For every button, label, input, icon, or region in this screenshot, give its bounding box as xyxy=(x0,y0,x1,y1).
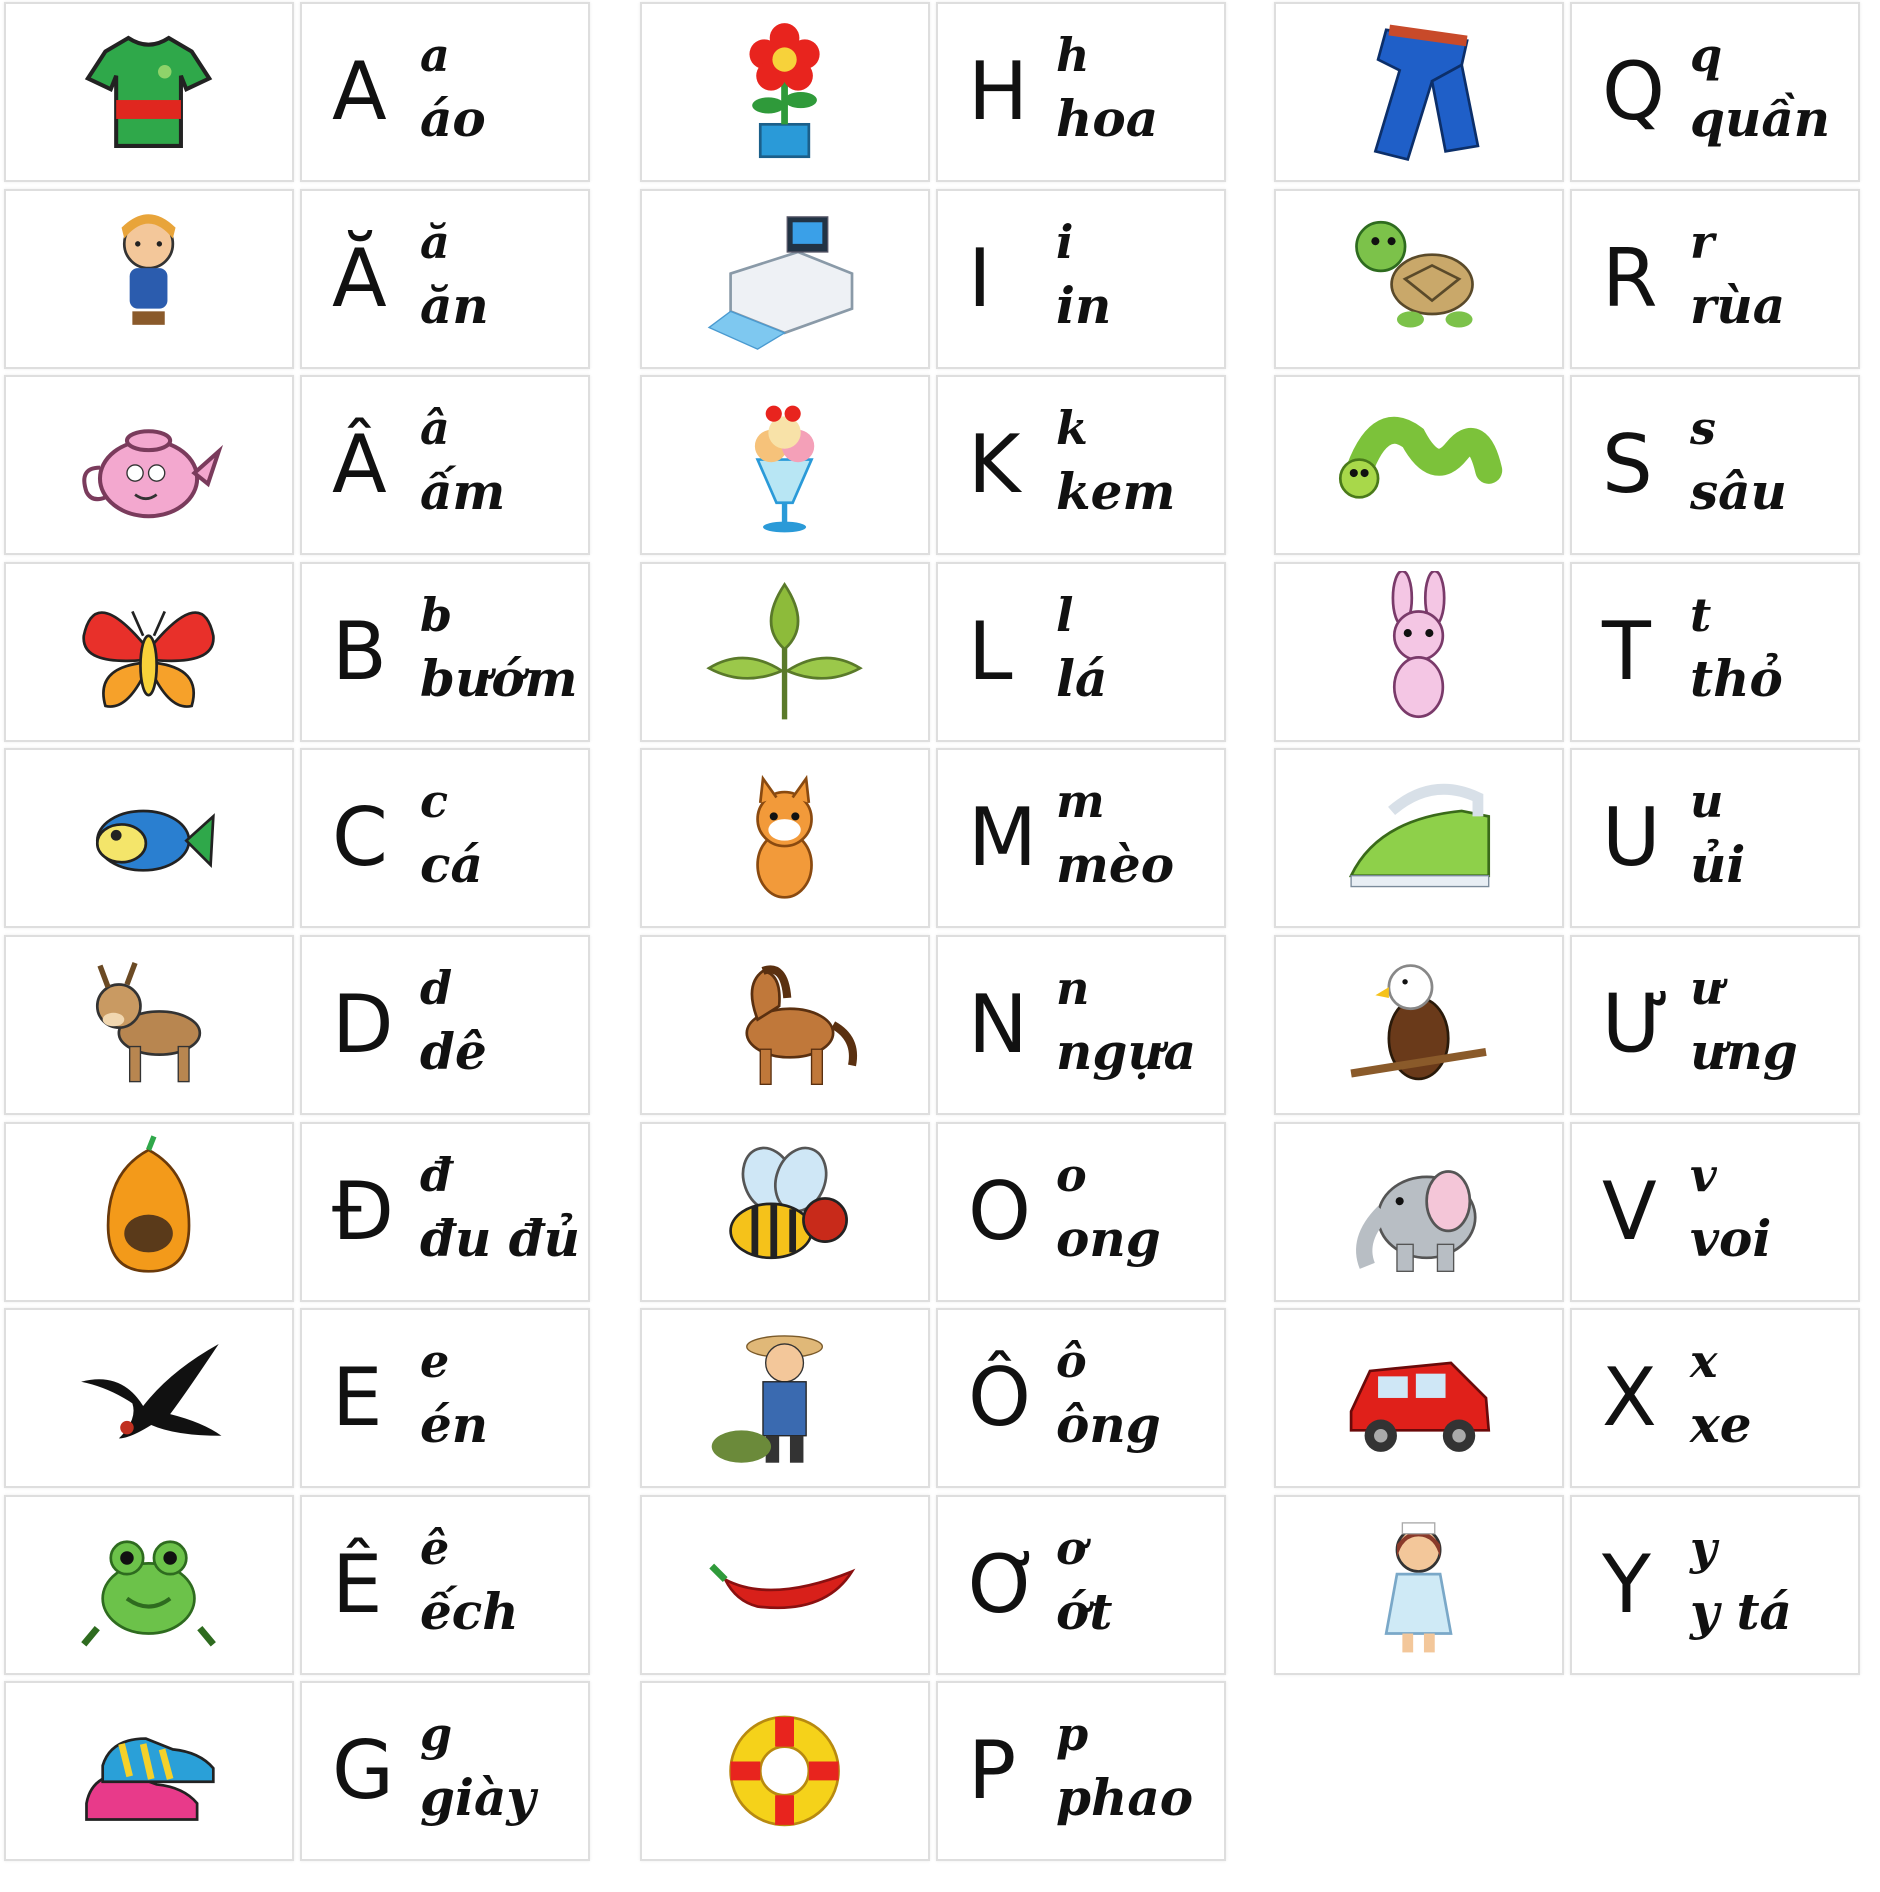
example-word: én xyxy=(420,1395,489,1454)
example-word: y tá xyxy=(1690,1582,1792,1641)
eagle-icon xyxy=(1287,944,1550,1106)
papaya-icon xyxy=(17,1131,280,1293)
teapot-icon xyxy=(17,384,280,546)
picture-card xyxy=(4,935,294,1115)
letter-card xyxy=(1570,2,1860,182)
letter-card xyxy=(300,1681,590,1861)
capital-letter: Q xyxy=(1602,45,1665,138)
capital-letter: Ô xyxy=(968,1351,1031,1444)
capital-letter: C xyxy=(332,791,388,884)
lowercase-letter: m xyxy=(1056,774,1105,828)
lowercase-letter: q xyxy=(1690,28,1723,82)
picture-card xyxy=(1274,1122,1564,1302)
picture-card xyxy=(1274,748,1564,928)
fish-icon xyxy=(17,757,280,919)
iron-icon xyxy=(1287,757,1550,919)
letter-card xyxy=(936,189,1226,369)
letter-card xyxy=(300,935,590,1115)
capital-letter: Ă xyxy=(332,232,387,325)
letter-card xyxy=(936,562,1226,742)
example-word: thỏ xyxy=(1690,649,1783,708)
lowercase-letter: ă xyxy=(420,215,450,269)
picture-card xyxy=(640,748,930,928)
leaf-icon xyxy=(653,571,916,733)
picture-card xyxy=(1274,189,1564,369)
lowercase-letter: t xyxy=(1690,588,1712,642)
nurse-icon xyxy=(1287,1504,1550,1666)
capital-letter: T xyxy=(1602,605,1651,698)
picture-card xyxy=(4,748,294,928)
letter-card xyxy=(1570,562,1860,742)
picture-card xyxy=(640,1681,930,1861)
example-word: ớt xyxy=(1056,1582,1113,1641)
capital-letter: G xyxy=(332,1724,394,1817)
lowercase-letter: s xyxy=(1690,401,1716,455)
capital-letter: U xyxy=(1602,791,1661,884)
capital-letter: Â xyxy=(332,418,387,511)
ice-cream-icon xyxy=(653,384,916,546)
picture-card xyxy=(1274,935,1564,1115)
capital-letter: M xyxy=(968,791,1038,884)
lowercase-letter: g xyxy=(420,1707,453,1761)
capital-letter: X xyxy=(1602,1351,1657,1444)
example-word: cá xyxy=(420,835,483,894)
example-word: ong xyxy=(1056,1209,1161,1268)
lowercase-letter: o xyxy=(1056,1148,1087,1202)
letter-card xyxy=(936,748,1226,928)
lowercase-letter: k xyxy=(1056,401,1088,455)
lowercase-letter: ư xyxy=(1690,961,1724,1015)
example-word: ăn xyxy=(420,276,489,335)
letter-card xyxy=(300,2,590,182)
lowercase-letter: l xyxy=(1056,588,1074,642)
picture-card xyxy=(640,1495,930,1675)
picture-card xyxy=(4,189,294,369)
flower-icon xyxy=(653,11,916,173)
example-word: xe xyxy=(1690,1395,1752,1454)
capital-letter: Đ xyxy=(332,1165,394,1258)
letter-card xyxy=(300,748,590,928)
lifebuoy-icon xyxy=(653,1690,916,1852)
picture-card xyxy=(1274,1495,1564,1675)
capital-letter: V xyxy=(1602,1165,1657,1258)
picture-card xyxy=(640,375,930,555)
letter-card xyxy=(936,1681,1226,1861)
letter-card xyxy=(1570,1308,1860,1488)
butterfly-icon xyxy=(17,571,280,733)
example-word: ông xyxy=(1056,1395,1161,1454)
picture-card xyxy=(1274,2,1564,182)
shoes-icon xyxy=(17,1690,280,1852)
capital-letter: N xyxy=(968,978,1028,1071)
example-word: ấm xyxy=(420,462,506,521)
chili-icon xyxy=(653,1504,916,1666)
rabbit-icon xyxy=(1287,571,1550,733)
frog-icon xyxy=(17,1504,280,1666)
picture-card xyxy=(640,189,930,369)
picture-card xyxy=(4,1122,294,1302)
example-word: kem xyxy=(1056,462,1176,521)
lowercase-letter: ơ xyxy=(1056,1521,1087,1575)
letter-card xyxy=(1570,189,1860,369)
car-icon xyxy=(1287,1317,1550,1479)
capital-letter: S xyxy=(1602,418,1653,511)
letter-card xyxy=(936,935,1226,1115)
example-word: bướm xyxy=(420,649,578,708)
picture-card xyxy=(1274,375,1564,555)
example-word: phao xyxy=(1056,1768,1194,1827)
letter-card xyxy=(300,562,590,742)
example-word: voi xyxy=(1690,1209,1772,1268)
capital-letter: L xyxy=(968,605,1013,698)
grandpa-icon xyxy=(653,1317,916,1479)
girl-eating-icon xyxy=(17,198,280,360)
capital-letter: Ư xyxy=(1602,978,1671,1071)
lowercase-letter: n xyxy=(1056,961,1090,1015)
lowercase-letter: e xyxy=(420,1334,450,1388)
lowercase-letter: ê xyxy=(420,1521,450,1575)
printer-icon xyxy=(653,198,916,360)
letter-card xyxy=(300,189,590,369)
trousers-icon xyxy=(1287,11,1550,173)
letter-card xyxy=(1570,748,1860,928)
example-word: ưng xyxy=(1690,1022,1798,1081)
example-word: quần xyxy=(1690,89,1831,148)
example-word: in xyxy=(1056,276,1112,335)
capital-letter: Ơ xyxy=(968,1538,1042,1631)
picture-card xyxy=(640,2,930,182)
capital-letter: E xyxy=(332,1351,383,1444)
lowercase-letter: x xyxy=(1690,1334,1718,1388)
capital-letter: Ê xyxy=(332,1538,383,1631)
capital-letter: A xyxy=(332,45,387,138)
example-word: rùa xyxy=(1690,276,1786,335)
letter-card xyxy=(1570,1122,1860,1302)
example-word: ủi xyxy=(1690,835,1746,894)
lowercase-letter: u xyxy=(1690,774,1724,828)
lowercase-letter: â xyxy=(420,401,450,455)
turtle-icon xyxy=(1287,198,1550,360)
letter-card xyxy=(300,1122,590,1302)
example-word: dê xyxy=(420,1022,487,1081)
lowercase-letter: y xyxy=(1690,1521,1717,1575)
lowercase-letter: i xyxy=(1056,215,1074,269)
example-word: giày xyxy=(420,1768,536,1827)
example-word: hoa xyxy=(1056,89,1159,148)
capital-letter: K xyxy=(968,418,1021,511)
caterpillar-icon xyxy=(1287,384,1550,546)
picture-card xyxy=(4,375,294,555)
lowercase-letter: r xyxy=(1690,215,1715,269)
lowercase-letter: c xyxy=(420,774,449,828)
picture-card xyxy=(4,1681,294,1861)
lowercase-letter: a xyxy=(420,28,450,82)
example-word: lá xyxy=(1056,649,1108,708)
horse-icon xyxy=(653,944,916,1106)
goat-icon xyxy=(17,944,280,1106)
letter-card xyxy=(1570,935,1860,1115)
letter-card xyxy=(936,375,1226,555)
picture-card xyxy=(640,562,930,742)
lowercase-letter: b xyxy=(420,588,453,642)
letter-card xyxy=(936,1122,1226,1302)
bee-icon xyxy=(653,1131,916,1293)
letter-card xyxy=(1570,1495,1860,1675)
lowercase-letter: ô xyxy=(1056,1334,1087,1388)
example-word: đu đủ xyxy=(420,1209,581,1268)
letter-card xyxy=(1570,375,1860,555)
lowercase-letter: đ xyxy=(420,1148,453,1202)
example-word: sâu xyxy=(1690,462,1787,521)
lowercase-letter: h xyxy=(1056,28,1090,82)
picture-card xyxy=(640,1122,930,1302)
capital-letter: O xyxy=(968,1165,1031,1258)
letter-card xyxy=(300,375,590,555)
capital-letter: R xyxy=(1602,232,1658,325)
picture-card xyxy=(4,1495,294,1675)
picture-card xyxy=(4,562,294,742)
capital-letter: H xyxy=(968,45,1029,138)
swallow-icon xyxy=(17,1317,280,1479)
letter-card xyxy=(300,1308,590,1488)
lowercase-letter: v xyxy=(1690,1148,1717,1202)
shirt-icon xyxy=(17,11,280,173)
lowercase-letter: d xyxy=(420,961,453,1015)
example-word: ếch xyxy=(420,1582,519,1641)
letter-card xyxy=(300,1495,590,1675)
capital-letter: I xyxy=(968,232,992,325)
example-word: ngựa xyxy=(1056,1022,1197,1081)
letter-card xyxy=(936,1308,1226,1488)
cat-icon xyxy=(653,757,916,919)
capital-letter: Y xyxy=(1602,1538,1651,1631)
capital-letter: D xyxy=(332,978,394,1071)
letter-card xyxy=(936,1495,1226,1675)
picture-card xyxy=(640,1308,930,1488)
picture-card xyxy=(4,2,294,182)
picture-card xyxy=(1274,1308,1564,1488)
picture-card xyxy=(1274,562,1564,742)
capital-letter: B xyxy=(332,605,387,698)
picture-card xyxy=(4,1308,294,1488)
elephant-icon xyxy=(1287,1131,1550,1293)
example-word: mèo xyxy=(1056,835,1175,894)
letter-card xyxy=(936,2,1226,182)
example-word: áo xyxy=(420,89,486,148)
picture-card xyxy=(640,935,930,1115)
capital-letter: P xyxy=(968,1724,1017,1817)
lowercase-letter: p xyxy=(1056,1707,1089,1761)
